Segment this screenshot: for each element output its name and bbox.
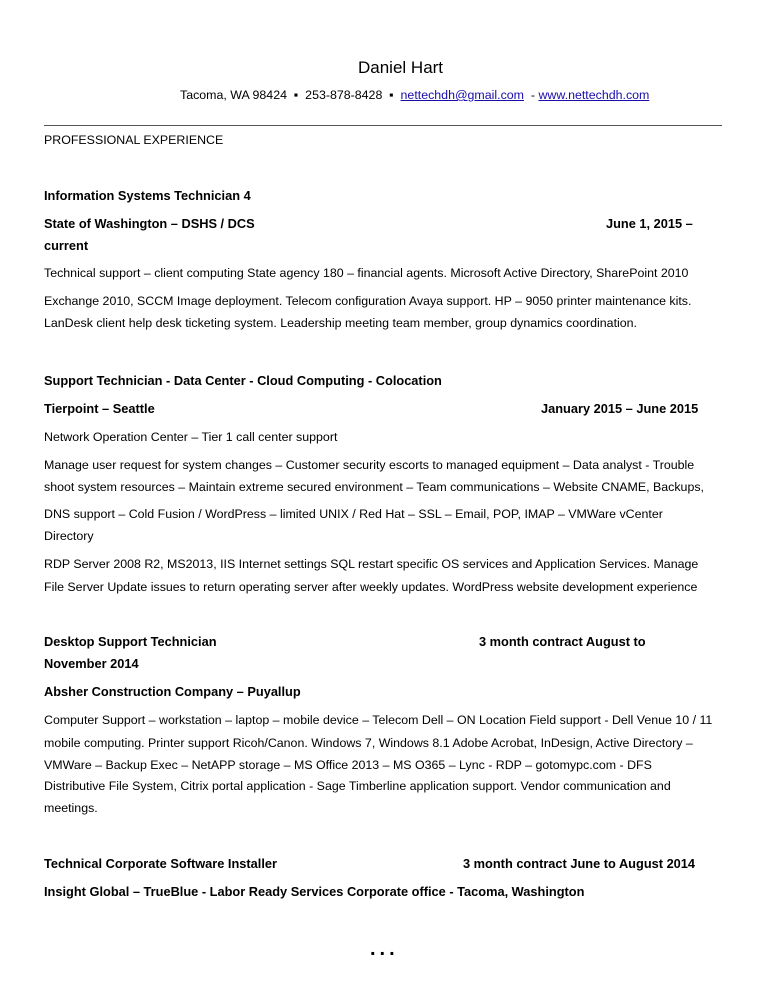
job-date: 3 month contract June to August 2014 [463, 856, 696, 871]
job-desc-line: mobile computing. Printer support Ricoh/Canon. Windows 7, Windows 8.1 Adobe Acrobat, InDesign, Active Directory – [44, 736, 693, 750]
job-company: Absher Construction Company – Puyallup [44, 684, 301, 699]
job-date: June 1, 2015 – [606, 216, 693, 231]
job-title: Support Technician - Data Center - Cloud Computing - Colocation [44, 373, 442, 388]
header-divider [44, 125, 722, 126]
email-link[interactable]: nettechdh@gmail.com [400, 88, 524, 102]
job-company: State of Washington – DSHS / DCS [44, 216, 255, 231]
job-company: Insight Global – TrueBlue - Labor Ready Services Corporate office - Tacoma, Washington [44, 884, 585, 899]
job-date: January 2015 – June 2015 [541, 401, 699, 416]
job-desc-line: Directory [44, 529, 94, 543]
job-desc-line: Distributive File System, Citrix portal application - Sage Timberline application support. Vendor communication and [44, 779, 671, 793]
more-pages-indicator: ... [370, 938, 399, 960]
job-desc-line: Computer Support – workstation – laptop – mobile device – Telecom Dell – ON Location Field support - Dell Venue 10 / 11 [44, 713, 713, 727]
job-desc-line: File Server Update issues to return operating server after weekly updates. WordPress website development experience [44, 580, 698, 594]
job-desc-line: Manage user request for system changes – Customer security escorts to managed equipment – Data analyst - Trouble [44, 458, 695, 472]
job-desc-line: LanDesk client help desk ticketing system. Leadership meeting team member, group dynamics coordination. [44, 316, 637, 330]
job-company: Tierpoint – Seattle [44, 401, 155, 416]
job-desc-line: DNS support – Cold Fusion / WordPress – limited UNIX / Red Hat – SSL – Email, POP, IMAP – VMWare vCenter [44, 507, 663, 521]
section-title: PROFESSIONAL EXPERIENCE [44, 133, 224, 147]
bullet-separator: ▪ [293, 88, 299, 102]
job-title: Desktop Support Technician [44, 634, 217, 649]
job-date-cont: November 2014 [44, 656, 139, 671]
job-desc-line: RDP Server 2008 R2, MS2013, IIS Internet settings SQL restart specific OS services and Application Services. Manage [44, 557, 699, 571]
job-date-cont: current [44, 238, 89, 253]
dash-separator: - [530, 88, 536, 102]
resume-name: Daniel Hart [358, 58, 444, 77]
job-desc-line: meetings. [44, 801, 98, 815]
job-date: 3 month contract August to [479, 634, 646, 649]
job-desc-line: shoot system resources – Maintain extreme secured environment – Team communications – Website CNAME, Backups, [44, 480, 704, 494]
job-desc-line: Network Operation Center – Tier 1 call center support [44, 430, 338, 444]
job-desc-line: Exchange 2010, SCCM Image deployment. Telecom configuration Avaya support. HP – 9050 printer maintenance kits. [44, 294, 692, 308]
job-desc-line: VMWare – Backup Exec – NetAPP storage – MS Office 2013 – MS O365 – Lync - RDP – gotomypc.com - DFS [44, 758, 652, 772]
job-title: Information Systems Technician 4 [44, 188, 251, 203]
website-link[interactable]: www.nettechdh.com [538, 88, 650, 102]
bullet-separator: ▪ [389, 88, 394, 102]
phone: 253-878-8428 [305, 88, 383, 102]
contact-line [180, 87, 649, 103]
job-desc-line: Technical support – client computing State agency 180 – financial agents. Microsoft Active Directory, SharePoint 2010 [44, 266, 689, 280]
job-title: Technical Corporate Software Installer [44, 856, 278, 871]
address: Tacoma, WA 98424 [180, 88, 287, 102]
